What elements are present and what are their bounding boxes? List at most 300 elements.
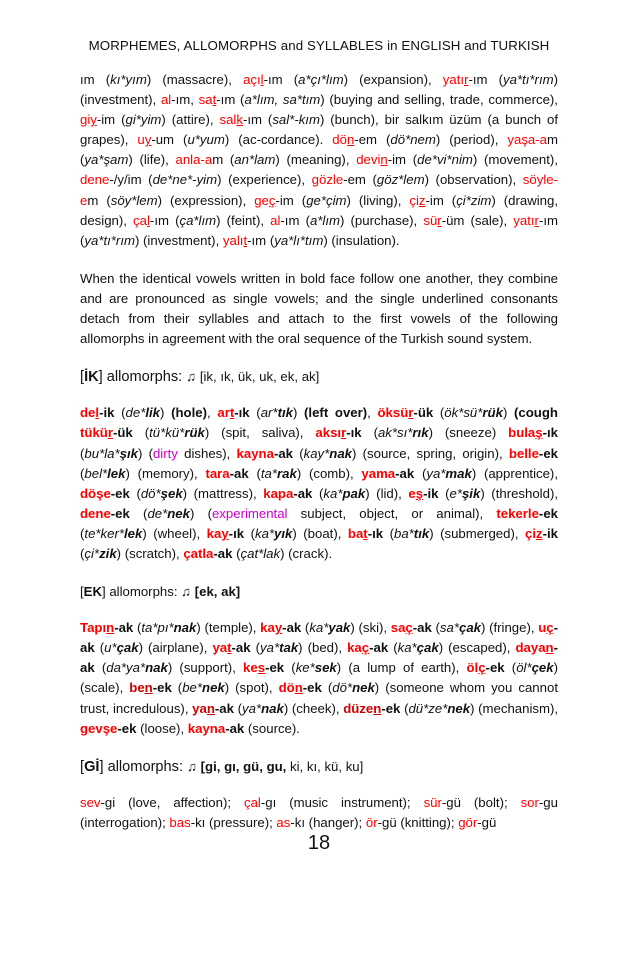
text-segment: ge: [254, 192, 269, 208]
text-segment: sev: [80, 794, 101, 810]
text-segment: bula: [508, 425, 536, 441]
text-segment: y: [144, 132, 152, 148]
text-segment: (: [361, 425, 378, 441]
text-segment: ya: [212, 640, 228, 656]
text-segment: ök*sü*: [444, 405, 483, 421]
text-segment: (: [312, 485, 324, 501]
text-segment: -im (: [96, 112, 126, 128]
text-segment: ] allomorphs:: [99, 758, 188, 775]
text-segment: n: [106, 620, 115, 636]
text-segment: (: [80, 545, 85, 561]
text-segment: ya*tı*rım: [84, 232, 135, 248]
text-segment: -ım (: [263, 72, 299, 87]
text-segment: [: [80, 584, 84, 600]
text-segment: ) (expression),: [157, 192, 255, 208]
text-segment: tekerle: [496, 505, 539, 521]
text-segment: söy*lem: [110, 192, 158, 208]
text-segment: ] allomorphs:: [102, 584, 182, 600]
text-segment: ki, kı, kü, ku]: [286, 758, 364, 774]
text-segment: ya*: [260, 640, 280, 656]
text-segment: be: [129, 680, 145, 696]
text-segment: [gi, gı, gü, gu,: [200, 758, 287, 774]
text-segment: ) (support),: [167, 660, 244, 676]
text-segment: -ak: [213, 545, 233, 561]
text-segment: ) (fringe),: [481, 620, 539, 636]
text-segment: çak: [458, 620, 481, 636]
text-segment: ) (purchase),: [340, 212, 424, 228]
text-segment: (: [321, 680, 333, 696]
text-segment: -ım (: [216, 92, 245, 108]
text-segment: ) (massacre),: [146, 72, 244, 87]
text-segment: -kı (pressure);: [190, 814, 277, 830]
text-segment: öl: [466, 660, 479, 676]
text-segment: zik: [99, 545, 117, 561]
text-segment: e*: [449, 485, 462, 501]
text-segment: ): [292, 405, 305, 421]
text-segment: tak: [279, 640, 299, 656]
text-segment: When the identical vowels written in bold face follow one another, they combine and are pronounced as single vowels; and the single underlined consonants detach from their syllables and attach to the first vowels of the following allomorphs in agreement with the oral sequence of the Turkish sound system.: [80, 270, 558, 347]
text-segment: ) (wheel),: [142, 525, 207, 541]
text-segment: (: [232, 545, 241, 561]
paragraph-explanation: [80, 269, 558, 349]
text-segment: be*: [182, 680, 203, 696]
text-segment: belle: [508, 445, 539, 461]
text-segment: da*ya*: [106, 660, 146, 676]
text-segment: -ım (: [280, 212, 310, 228]
text-segment: -em (: [354, 132, 391, 148]
text-segment: ör: [365, 814, 378, 830]
text-segment: dö*: [332, 680, 353, 696]
text-segment: lek: [107, 465, 126, 481]
text-segment: ka: [347, 640, 362, 656]
text-segment: (: [504, 660, 517, 676]
text-segment: ) (experience),: [217, 172, 312, 188]
text-segment: te*ker*: [84, 525, 124, 541]
text-segment: -ım (: [242, 112, 273, 128]
text-segment: yatı: [513, 212, 535, 228]
text-segment: nak: [261, 700, 284, 716]
text-segment: ar: [217, 405, 230, 421]
text-segment: ) (a lump of earth),: [336, 660, 467, 676]
text-segment: t: [243, 232, 248, 248]
text-segment: kayna: [187, 720, 226, 736]
running-header: MORPHEMES, ALLOMORPHS and SYLLABLES in ENGLISH and TURKISH: [88, 38, 550, 53]
text-segment: [ik, ık, ük, uk, ek, ak]: [196, 369, 320, 385]
text-segment: -im (: [387, 152, 418, 168]
text-segment: [ek, ak]: [194, 584, 241, 600]
text-segment: ) (movement),: [472, 152, 558, 168]
text-segment: ) (bunch), bir salkım üzüm (a bunch of grapes),: [80, 112, 559, 148]
text-segment: ya*lı*tım: [274, 232, 324, 248]
text-segment: ş: [415, 485, 424, 501]
text-segment: -ık: [367, 525, 384, 541]
text-segment: dö*nem: [390, 132, 436, 148]
text-segment: -ık: [346, 425, 362, 441]
text-segment: ça: [133, 212, 147, 228]
text-segment: ya: [192, 700, 207, 716]
text-segment: yama: [361, 465, 396, 481]
text-segment: ) (meaning),: [275, 152, 357, 168]
text-segment: sa: [198, 92, 213, 108]
text-segment: (: [233, 700, 243, 716]
text-segment: dene: [80, 505, 111, 521]
text-segment: r: [437, 212, 442, 228]
text-segment: ) (mechanism),: [470, 700, 559, 716]
text-segment: ) (ski),: [350, 620, 391, 636]
text-segment: ) (lid),: [365, 485, 409, 501]
text-segment: ) (submerged),: [429, 525, 526, 541]
text-segment: as: [276, 814, 291, 830]
text-segment: t: [363, 525, 368, 541]
text-segment: yaşa-a: [507, 132, 547, 148]
text-segment: yık: [274, 525, 293, 541]
heading-ek-allomorphs: [80, 582, 558, 602]
text-segment: al: [270, 212, 281, 228]
text-segment: -ek: [152, 680, 172, 696]
text-segment: -gü (knitting);: [377, 814, 459, 830]
text-segment: anla-a: [175, 152, 213, 168]
text-segment: t: [212, 92, 217, 108]
text-segment: sü: [423, 212, 438, 228]
text-segment: (: [244, 525, 255, 541]
text-segment: -ik: [99, 405, 115, 421]
text-segment: (: [388, 640, 398, 656]
text-segment: mak: [445, 465, 472, 481]
text-segment: çatla: [183, 545, 214, 561]
text-segment: ) (someone whom you cannot trust, incredulous),: [80, 680, 558, 716]
text-segment: -ak: [80, 640, 559, 676]
text-segment: tara: [205, 465, 230, 481]
text-segment: ç: [361, 640, 370, 656]
text-segment: (: [129, 505, 148, 521]
text-segment: bas: [169, 814, 191, 830]
text-segment: -ak: [293, 485, 313, 501]
text-segment: s: [257, 660, 266, 676]
text-segment: sa*: [439, 620, 459, 636]
text-segment: nek: [447, 700, 471, 716]
text-segment: r: [107, 425, 113, 441]
text-segment: dishes),: [177, 445, 237, 461]
text-segment: ) (attire),: [161, 112, 220, 128]
text-segment: -ik: [542, 525, 558, 541]
text-segment: ) (spot),: [224, 680, 279, 696]
text-segment: ) (memory),: [125, 465, 206, 481]
text-segment: ım (: [80, 72, 111, 87]
text-segment: (: [94, 640, 105, 656]
text-segment: nek: [167, 505, 190, 521]
text-segment: -ık: [228, 525, 245, 541]
text-segment: a*lım,: [244, 92, 279, 108]
text-segment: ) (source, spring, origin),: [352, 445, 509, 461]
text-segment: experimental: [211, 505, 288, 521]
text-segment: -im (: [425, 192, 457, 208]
text-segment: a*çı*lım: [298, 72, 344, 87]
text-segment: [: [80, 369, 85, 386]
text-segment: -ek: [265, 660, 285, 676]
text-segment: nek: [202, 680, 225, 696]
text-segment: ,: [367, 405, 378, 421]
text-segment: nak: [173, 620, 197, 636]
text-segment: ça*lım: [179, 212, 217, 228]
text-segment: (left over): [304, 405, 368, 421]
text-segment: ) (drawing, design),: [80, 192, 558, 228]
text-segment: y: [274, 620, 283, 636]
music-note-icon: ♫: [181, 584, 192, 600]
text-segment: u: [538, 620, 547, 636]
text-segment: (: [250, 640, 261, 656]
text-segment: (: [80, 525, 85, 541]
text-segment: tık: [413, 525, 430, 541]
text-segment: -em (: [343, 172, 377, 188]
text-segment: gör: [458, 814, 478, 830]
text-segment: (: [293, 445, 304, 461]
text-segment: y: [221, 525, 229, 541]
text-segment: bu*la*: [84, 445, 120, 461]
text-segment: ba*: [393, 525, 414, 541]
text-segment: şık: [119, 445, 138, 461]
text-segment: ) (apprentice),: [471, 465, 558, 481]
text-segment: -gü (bolt);: [441, 794, 521, 810]
text-segment: t: [227, 640, 232, 656]
text-segment: m (: [80, 132, 558, 168]
text-segment: (: [284, 660, 296, 676]
text-segment: ) (buying and selling, trade, commerce),: [320, 92, 558, 108]
page-number: 18: [307, 832, 331, 854]
text-segment: ş: [535, 425, 543, 441]
text-segment: -kı (hanger);: [290, 814, 366, 830]
text-segment: -gü: [477, 814, 497, 830]
text-segment: lek: [124, 525, 143, 541]
text-segment: -ak: [369, 640, 389, 656]
text-segment: -ak: [395, 465, 415, 481]
text-segment: rük: [184, 425, 205, 441]
text-segment: -ım (: [468, 72, 504, 87]
text-segment: dirty: [152, 445, 178, 461]
text-segment: r: [408, 405, 414, 421]
text-segment: ç: [268, 192, 276, 208]
text-segment: düze: [343, 700, 374, 716]
text-segment: yak: [328, 620, 351, 636]
text-segment: -ek: [302, 680, 322, 696]
text-segment: r: [534, 212, 539, 228]
text-segment: de*ne*-yim: [152, 172, 218, 188]
text-segment: dene: [80, 172, 110, 188]
text-segment: ) (investment),: [134, 232, 223, 248]
text-segment: kı*yım: [110, 72, 147, 87]
text-segment: -ik: [423, 485, 439, 501]
text-segment: de*: [125, 405, 146, 421]
text-segment: ) (insulation).: [323, 232, 400, 248]
text-segment: -ek: [538, 505, 558, 521]
text-segment: m (: [87, 192, 111, 208]
text-segment: l: [260, 72, 264, 87]
text-segment: (: [171, 680, 183, 696]
text-segment: r: [341, 425, 347, 441]
text-segment: -ak: [80, 620, 559, 656]
text-segment: çi*zim: [456, 192, 492, 208]
text-segment: (source).: [244, 720, 300, 736]
text-segment: (: [400, 700, 409, 716]
text-segment: yalı: [222, 232, 244, 248]
text-segment: -ek: [110, 485, 130, 501]
text-segment: açı: [243, 72, 261, 87]
text-segment: (hole): [171, 405, 207, 421]
text-segment: ) (airplane),: [138, 640, 213, 656]
text-segment: z: [536, 525, 543, 541]
text-segment: e: [408, 485, 416, 501]
text-segment: sa: [390, 620, 406, 636]
text-segment: (: [433, 405, 445, 421]
text-segment: ) (mattress),: [182, 485, 264, 501]
heading-gi-allomorphs: [80, 757, 558, 777]
music-note-icon: ♫: [186, 369, 197, 385]
text-segment: ka: [206, 525, 222, 541]
text-segment: öksü: [377, 405, 409, 421]
text-segment: -ık: [542, 425, 558, 441]
heading-ik-allomorphs: [80, 367, 558, 387]
text-segment: (: [383, 525, 394, 541]
text-segment: kayna: [236, 445, 274, 461]
text-segment: söyle-e: [80, 172, 558, 208]
text-segment: -ak: [229, 465, 249, 481]
text-segment: tü*kü*: [149, 425, 185, 441]
text-segment: ) (bed),: [298, 640, 348, 656]
text-segment: -ek: [538, 445, 558, 461]
paragraph-ik-examples: [80, 403, 558, 564]
text-segment: -ık: [234, 405, 250, 421]
text-segment: sal: [219, 112, 237, 128]
text-segment: -ak: [273, 445, 293, 461]
text-segment: u: [137, 132, 145, 148]
text-segment: z: [418, 192, 426, 208]
text-segment: -ak: [282, 620, 302, 636]
text-segment: a*lım: [309, 212, 341, 228]
text-segment: ) (escaped),: [438, 640, 516, 656]
text-segment: y: [90, 112, 97, 128]
text-segment: an*lam: [234, 152, 276, 168]
text-segment: l: [146, 212, 150, 228]
text-segment: (: [133, 620, 142, 636]
text-segment: -üm (sale),: [441, 212, 514, 228]
text-segment: ) (scratch),: [116, 545, 184, 561]
text-segment: sek: [314, 660, 337, 676]
text-segment: (: [129, 485, 141, 501]
text-segment: ) (crack).: [280, 545, 333, 561]
text-segment: -gu (interrogation);: [80, 794, 558, 830]
text-segment: çi: [525, 525, 537, 541]
text-segment: ) (expansion),: [343, 72, 443, 87]
text-segment: nak: [145, 660, 168, 676]
text-segment: n: [373, 700, 382, 716]
text-segment: -ım (: [149, 212, 180, 228]
text-segment: rık: [412, 425, 429, 441]
text-segment: ): [502, 405, 515, 421]
text-segment: (cough: [514, 405, 558, 421]
text-segment: (: [94, 660, 107, 676]
text-segment: u*: [104, 640, 117, 656]
text-segment: ka*: [323, 485, 343, 501]
text-segment: de*: [147, 505, 168, 521]
text-segment: ] allomorphs:: [98, 369, 187, 386]
text-segment: tükü: [80, 425, 108, 441]
text-segment: ) (boat),: [292, 525, 348, 541]
text-segment: (: [301, 620, 310, 636]
text-segment: -ım (: [247, 232, 275, 248]
paragraph-ek-examples: [80, 618, 558, 739]
text-segment: gevşe: [80, 720, 118, 736]
text-segment: l: [95, 405, 100, 421]
text-segment: ka*: [309, 620, 329, 636]
text-segment: (: [248, 465, 261, 481]
text-segment: gi*yim: [125, 112, 162, 128]
text-segment: ya*: [426, 465, 446, 481]
text-segment: n: [206, 700, 215, 716]
text-segment: (: [438, 485, 450, 501]
text-segment: yatı: [442, 72, 465, 87]
text-segment: [: [80, 758, 85, 775]
text-segment: -ek: [110, 505, 130, 521]
text-segment: sür: [423, 794, 442, 810]
text-segment: (: [414, 465, 427, 481]
paragraph-intro-list: [80, 70, 558, 251]
text-segment: nek: [352, 680, 375, 696]
text-segment: şek: [160, 485, 183, 501]
text-segment: de: [80, 405, 96, 421]
text-segment: lik: [145, 405, 161, 421]
text-segment: (loose),: [136, 720, 188, 736]
text-segment: ): [160, 405, 172, 421]
text-segment: subject, object, or animal),: [287, 505, 497, 521]
text-segment: u*yum: [187, 132, 225, 148]
text-segment: ) (ac-cordance).: [224, 132, 333, 148]
text-segment: (: [431, 620, 440, 636]
text-segment: ar*: [260, 405, 278, 421]
text-segment: m (: [212, 152, 235, 168]
text-segment: n: [346, 132, 355, 148]
page-body: [80, 70, 558, 833]
text-segment: t: [229, 405, 235, 421]
text-segment: -ak: [114, 620, 134, 636]
text-segment: çat*lak: [240, 545, 281, 561]
text-segment: ke: [243, 660, 258, 676]
text-segment: sal*-kım: [272, 112, 320, 128]
text-segment: öl*: [516, 660, 532, 676]
text-segment: ç: [478, 660, 486, 676]
text-segment: al: [160, 92, 172, 108]
text-segment: ) (spit, saliva),: [204, 425, 316, 441]
text-segment: -ek: [485, 660, 505, 676]
text-segment: ya*tı*rım: [503, 72, 554, 87]
text-segment: -ım (: [80, 212, 558, 248]
text-segment: ) (threshold),: [480, 485, 558, 501]
text-segment: çal: [243, 794, 261, 810]
text-segment: ya*: [242, 700, 262, 716]
text-segment: -ım,: [171, 92, 199, 108]
text-segment: ba: [347, 525, 364, 541]
text-segment: ) (: [189, 505, 212, 521]
text-segment: ak*sı*: [377, 425, 413, 441]
text-segment: n: [545, 640, 554, 656]
text-segment: (: [132, 425, 150, 441]
text-segment: daya: [515, 640, 546, 656]
text-segment: -im (: [275, 192, 307, 208]
text-segment: ) (: [137, 445, 153, 461]
text-segment: r: [464, 72, 469, 87]
paragraph-gi-examples: [80, 793, 558, 833]
text-segment: EK: [83, 584, 102, 600]
text-segment: ke*: [295, 660, 315, 676]
text-segment: n: [380, 152, 388, 168]
